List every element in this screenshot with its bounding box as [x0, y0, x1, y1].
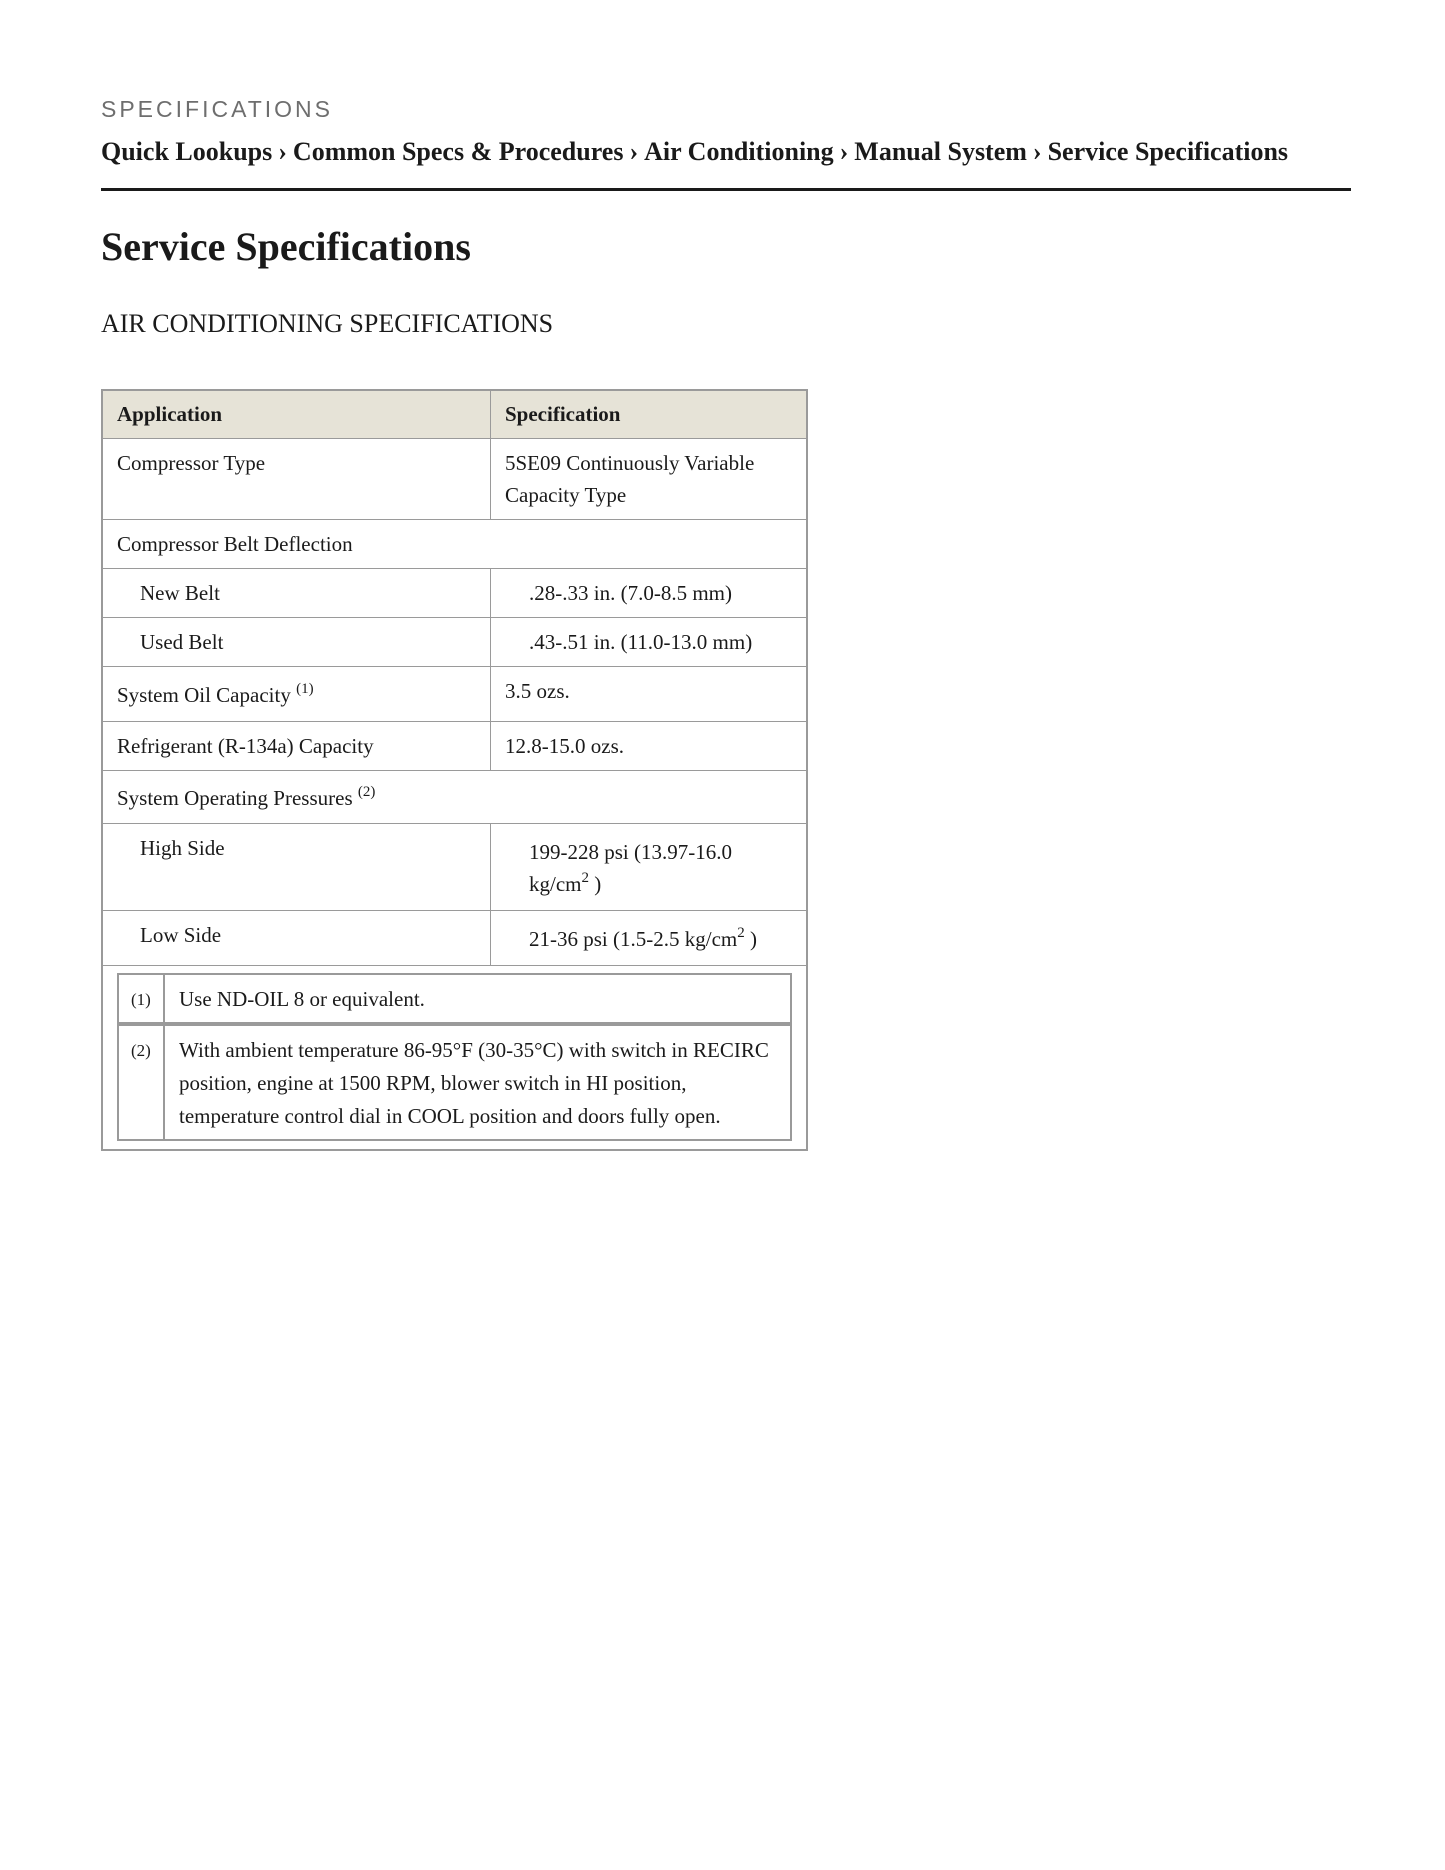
- application-cell: Refrigerant (R-134a) Capacity: [102, 722, 491, 771]
- footnote-ref: (1): [296, 681, 314, 697]
- footnote-ref: (2): [357, 784, 376, 800]
- exponent: 2: [737, 925, 745, 941]
- footnote-row: [118, 974, 791, 1024]
- footnote-mark: (1): [118, 974, 164, 1024]
- breadcrumb-service-specifications[interactable]: Service Specifications: [1047, 137, 1289, 166]
- table-row: [102, 722, 807, 771]
- footnote-row: [118, 1024, 791, 1140]
- table-row: [102, 667, 807, 722]
- specification-cell: .43-.51 in. (11.0-13.0 mm): [491, 618, 808, 667]
- table-row: [102, 911, 807, 966]
- specification-cell: 5SE09 Continuously Variable Capacity Type: [491, 439, 808, 520]
- breadcrumb: [101, 137, 1288, 167]
- specification-value: 21-36 psi (1.5-2.5 kg/cm: [529, 927, 738, 951]
- application-cell: Compressor Type: [102, 439, 491, 520]
- group-heading-cell: Compressor Belt Deflection: [102, 520, 807, 569]
- specification-cell: [491, 824, 808, 911]
- group-heading-label: System Operating Pressures: [117, 786, 353, 810]
- specification-cell: 12.8-15.0 ozs.: [491, 722, 808, 771]
- footnote-text: Use ND-OIL 8 or equivalent.: [164, 974, 791, 1024]
- breadcrumb-manual-system[interactable]: Manual System: [854, 137, 1027, 166]
- exponent: 2: [581, 870, 589, 886]
- section-label: SPECIFICATIONS: [101, 96, 333, 122]
- breadcrumb-separator: ›: [278, 137, 287, 166]
- specification-cell: 3.5 ozs.: [491, 667, 808, 722]
- table-row: [102, 771, 807, 824]
- application-cell: Used Belt: [102, 618, 491, 667]
- section-heading: AIR CONDITIONING SPECIFICATIONS: [101, 309, 554, 338]
- specification-cell: .28-.33 in. (7.0-8.5 mm): [491, 569, 808, 618]
- application-cell: High Side: [102, 824, 491, 911]
- breadcrumb-air-conditioning[interactable]: Air Conditioning: [644, 137, 834, 166]
- page-title: Service Specifications: [101, 224, 471, 269]
- footnotes-table: [117, 973, 792, 1141]
- specification-suffix: ): [589, 872, 602, 896]
- footnote-mark: (2): [118, 1024, 164, 1140]
- specification-suffix: ): [744, 927, 757, 951]
- breadcrumb-quick-lookups[interactable]: Quick Lookups: [101, 137, 273, 166]
- column-header-application: Application: [102, 390, 491, 439]
- application-label: System Oil Capacity: [117, 683, 291, 707]
- column-header-specification: Specification: [491, 390, 808, 439]
- table-row: [102, 569, 807, 618]
- table-row: [102, 824, 807, 911]
- header-divider: [101, 188, 1351, 191]
- table-row: [102, 439, 807, 520]
- breadcrumb-separator: ›: [1032, 137, 1042, 166]
- specifications-table: [101, 389, 808, 1151]
- table-row: [102, 520, 807, 569]
- specification-value: 199-228 psi (13.97-16.0 kg/cm: [529, 840, 732, 896]
- table-row: [102, 966, 807, 1151]
- breadcrumb-common-specs[interactable]: Common Specs & Procedures: [292, 137, 624, 166]
- application-cell: [102, 667, 491, 722]
- specification-cell: [491, 911, 808, 966]
- footnotes-cell: [102, 966, 807, 1151]
- breadcrumb-separator: ›: [629, 137, 639, 166]
- application-cell: Low Side: [102, 911, 491, 966]
- application-cell: New Belt: [102, 569, 491, 618]
- breadcrumb-separator: ›: [839, 137, 849, 166]
- footnote-text: With ambient temperature 86-95°F (30-35°C) with switch in RECIRC position, engine at 1500 RPM, blower switch in HI position, temperature control dial in COOL position and doors fully open.: [164, 1024, 791, 1140]
- group-heading-cell: [102, 771, 807, 824]
- table-row: [102, 618, 807, 667]
- table-header-row: [102, 390, 807, 439]
